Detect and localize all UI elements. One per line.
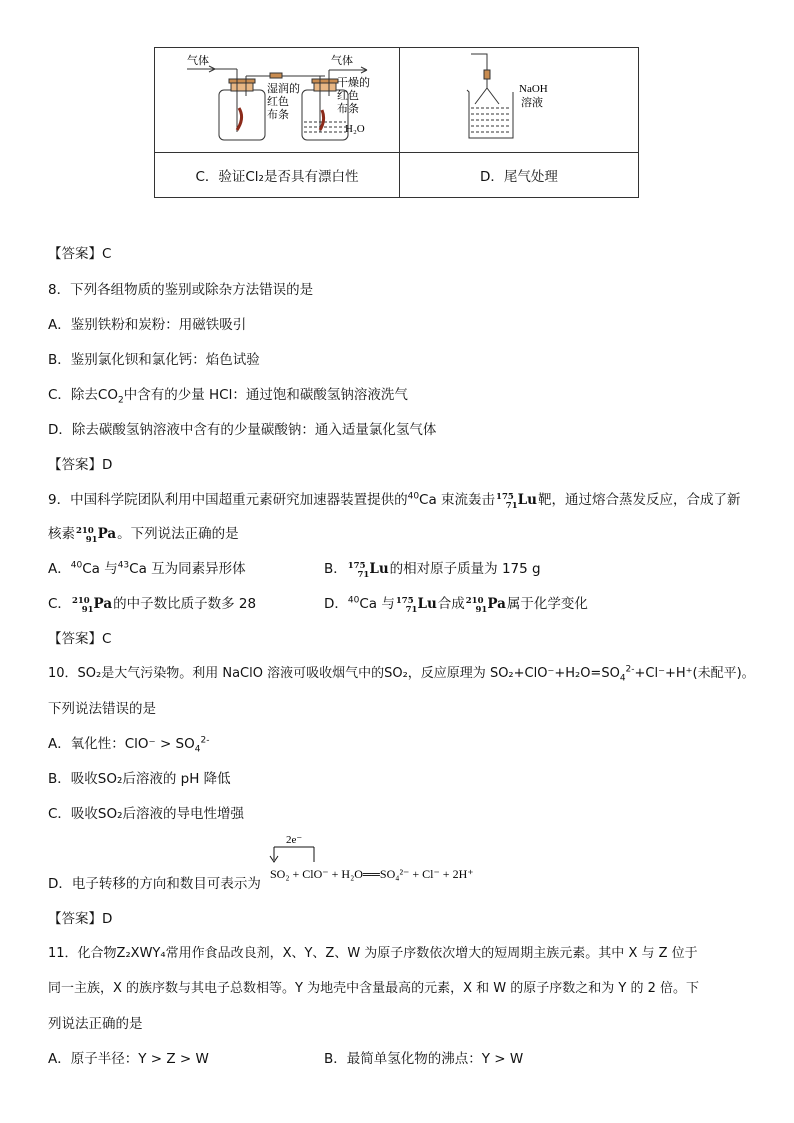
answer-10: 【答案】D [48,911,113,927]
q11-line-2: 同一主族，X 的族序数与其电子总数相等。Y 为地壳中含量最高的元素，X 和 W 的原子序数之和为 Y 的 2 倍。下 [48,981,700,996]
q11-line-1: 11．化合物Z₂XWY₄常用作食品改良剂，X、Y、Z、W 为原子序数依次增大的短周期主族元素。其中 X 与 Z 位于 [48,946,698,961]
gas-out-label: 气体 [330,55,353,67]
q9-option-c: C．$^{210}_{91}$Pa的中子数比质子数多 28 [48,596,257,615]
q10-option-c: C．吸收SO₂后溶液的导电性增强 [48,806,245,822]
q8-stem: 8．下列各组物质的鉴别或除杂方法错误的是 [48,282,314,298]
wet-cloth-label-3: 布条 [266,109,289,121]
caption-d: D．尾气处理 [399,153,638,198]
q11-option-b: B．最简单氢化物的沸点：Y > W [324,1051,524,1067]
water-label: H₂O [344,123,365,135]
apparatus-cell-c [155,48,400,153]
electron-count-label: 2e⁻ [286,834,303,846]
q8-option-c: C．除去$CO_2$中含有的少量 HCl：通过饱和碳酸氢钠溶液洗气 [48,387,408,406]
q9-option-d: D．$^{40}$Ca 与$^{175}_{71}$Lu合成$^{210}_{91}$Pa属于化学变化 [324,595,588,615]
redox-equation: SO₂ + ClO⁻ + H₂O══SO₄²⁻ + Cl⁻ + 2H⁺ [270,867,474,881]
caption-c: C．验证Cl₂是否具有漂白性 [155,153,400,198]
q9-option-a: A．$^{40}$Ca 与$^{43}$Ca 互为同素异形体 [48,560,246,577]
q9-option-b: B．$^{175}_{71}$Lu的相对原子质量为 175 g [324,561,541,580]
wet-cloth-label-1: 湿润的 [266,83,300,95]
wet-cloth-label-2: 红色 [266,96,289,108]
bleaching-apparatus-diagram [157,48,397,148]
q10-option-a: A．氧化性：$ClO^- > SO_4^{2-}$ [48,735,210,755]
apparatus-table [154,47,639,198]
q9-line-1: 9．中国科学院团队利用中国超重元素研究加速器装置提供的$^{40}$Ca 束流轰击$^{175}_{71}$Lu靶，通过熔合蒸发反应，合成了新 [48,491,741,511]
apparatus-cell-d [399,48,638,153]
q10-option-b: B．吸收SO₂后溶液的 pH 降低 [48,771,231,787]
electron-transfer-diagram [268,832,508,888]
q10-line-1: 10．SO₂是大气污染物。利用 NaClO 溶液可吸收烟气中的SO₂，反应原理为 $SO_2+ClO^-+H_2O=SO_4^{2-}+Cl^-+H^+$(未配平)。 [48,664,755,684]
gas-in-label: 气体 [186,55,209,67]
q8-option-b: B．鉴别氯化钡和氯化钙：焰色试验 [48,352,260,368]
q8-option-d: D．除去碳酸氢钠溶液中含有的少量碳酸钠：通入适量氯化氢气体 [48,422,437,438]
dry-cloth-label-3: 布条 [336,103,359,115]
dry-cloth-label-1: 干燥的 [336,77,370,89]
q9-line-2: 核素$^{210}_{91}$Pa。下列说法正确的是 [48,526,239,545]
q10-option-d: D．电子转移的方向和数目可表示为 [48,876,261,892]
tail-gas-diagram [449,48,589,148]
answer-7: 【答案】C [48,246,112,262]
q11-line-3: 列说法正确的是 [48,1016,143,1032]
answer-8: 【答案】D [48,457,113,473]
q11-option-a: A．原子半径：Y > Z > W [48,1051,209,1067]
naoh-label: NaOH [518,83,548,95]
solution-label: 溶液 [520,97,543,109]
q8-option-a: A．鉴别铁粉和炭粉：用磁铁吸引 [48,317,247,333]
answer-9: 【答案】C [48,631,112,647]
q10-line-2: 下列说法错误的是 [48,701,156,717]
dry-cloth-label-2: 红色 [336,90,359,102]
